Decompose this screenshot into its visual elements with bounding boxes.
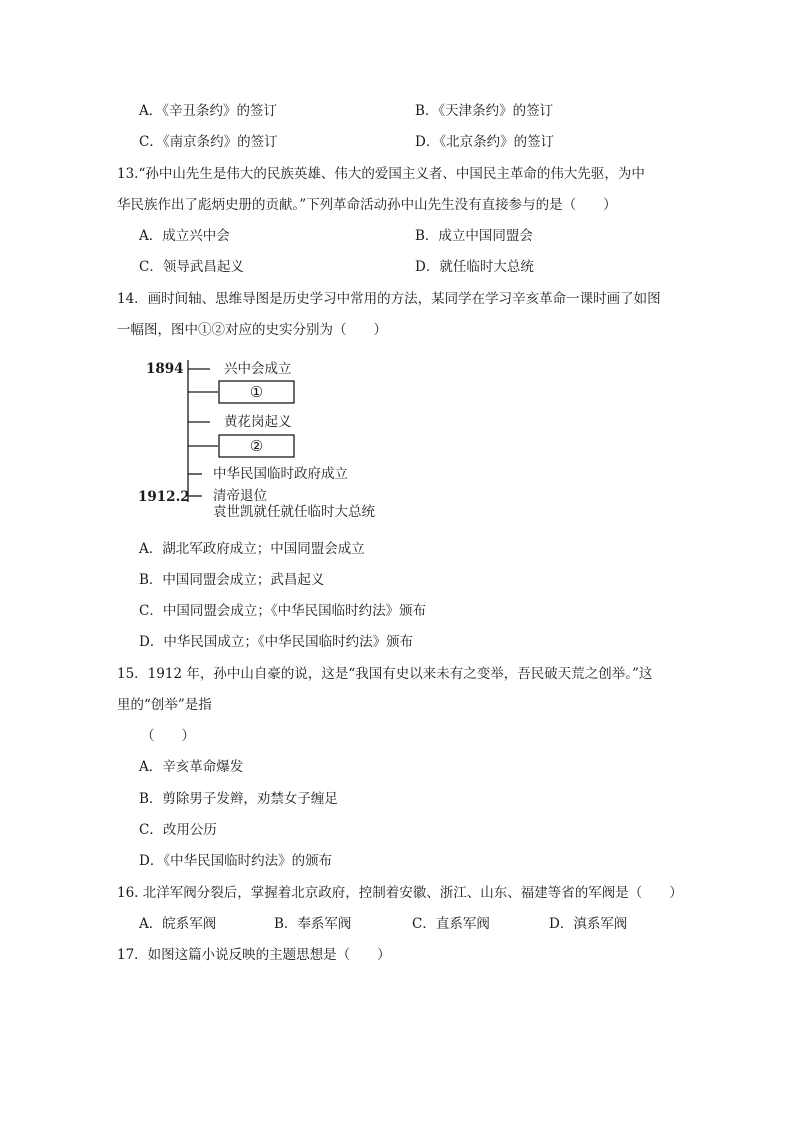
q15-answer-bracket: （ ） xyxy=(141,728,195,744)
q16-option-a: A．皖系军阀 xyxy=(139,916,217,932)
q14-option-a: A．湖北军政府成立；中国同盟会成立 xyxy=(139,541,365,557)
timeline-item-yuan-shikai: 袁世凯就任就任临时大总统 xyxy=(213,504,375,520)
timeline-item-huanghuagang: 黄花岗起义 xyxy=(224,414,292,430)
q14-stem-line2: 一幅图，图中①②对应的史实分别为（ ） xyxy=(117,322,387,338)
q17-stem: 17．如图这篇小说反映的主题思想是（ ） xyxy=(117,947,391,963)
q13-option-a: A．成立兴中会 xyxy=(139,228,230,244)
timeline-item-provisional-government: 中华民国临时政府成立 xyxy=(213,466,348,482)
q15-option-c: C．改用公历 xyxy=(139,822,217,838)
q15-stem-line1: 15．1912 年，孙中山自豪的说，这是“我国有史以来未有之变举，吾民破天荒之创举。”这 xyxy=(117,666,653,682)
q12-option-a: A．《辛丑条约》的签订 xyxy=(139,103,277,119)
q13-stem-line2: 华民族作出了彪炳史册的贡献。”下列革命活动孙中山先生没有直接参与的是（ ） xyxy=(117,197,617,213)
q13-option-b: B．成立中国同盟会 xyxy=(415,228,533,244)
q12-option-d: D．《北京条约》的签订 xyxy=(415,134,555,150)
q16-option-b: B．奉系军阀 xyxy=(274,916,352,932)
timeline-year-end: 1912.2 xyxy=(138,489,190,505)
q13-stem-line1: 13.“孙中山先生是伟大的民族英雄、伟大的爱国主义者、中国民主革命的伟大先驱，为中 xyxy=(117,166,645,182)
q14-option-c: C．中国同盟会成立；《中华民国临时约法》颁布 xyxy=(139,603,427,619)
q13-option-d: D．就任临时大总统 xyxy=(415,259,534,275)
q12-option-c: C．《南京条约》的签订 xyxy=(139,134,278,150)
timeline-year-start: 1894 xyxy=(146,361,184,377)
q15-option-b: B．剪除男子发辫，劝禁女子缠足 xyxy=(139,791,338,807)
q15-stem-line2: 里的“创举”是指 xyxy=(117,697,212,713)
timeline-box-2-label: ② xyxy=(249,437,264,455)
q13-option-c: C．领导武昌起义 xyxy=(139,259,244,275)
q16-option-c: C．直系军阀 xyxy=(412,916,490,932)
q14-option-b: B．中国同盟会成立；武昌起义 xyxy=(139,572,325,588)
q16-stem: 16. 北洋军阀分裂后，掌握着北京政府，控制着安徽、浙江、山东、福建等省的军阀是（ ） xyxy=(117,885,683,901)
timeline-item-abdication: 清帝退位 xyxy=(213,488,267,504)
q14-option-d: D．中华民国成立；《中华民国临时约法》颁布 xyxy=(139,634,414,650)
q15-option-a: A．辛亥革命爆发 xyxy=(139,759,244,775)
q16-option-d: D．滇系军阀 xyxy=(549,916,628,932)
timeline-item-xingzhonghui: 兴中会成立 xyxy=(224,361,292,377)
q15-option-d: D．《中华民国临时约法》的颁布 xyxy=(139,853,333,869)
timeline-box-1-label: ① xyxy=(249,383,264,401)
q12-option-b: B．《天津条约》的签订 xyxy=(415,103,554,119)
q14-stem-line1: 14．画时间轴、思维导图是历史学习中常用的方法，某同学在学习辛亥革命一课时画了如图 xyxy=(117,291,661,307)
